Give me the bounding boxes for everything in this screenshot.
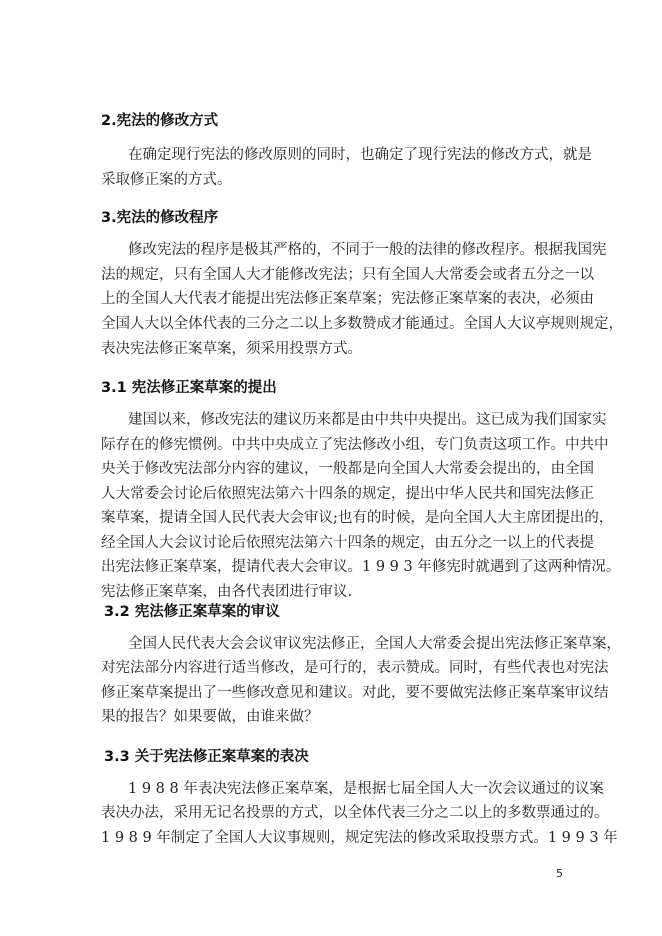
section-heading: 3.3 关于宪法修正案草案的表决 [104, 749, 309, 765]
paragraph-line: 修改宪法的程序是极其严格的，不同于一般的法律的修改程序。根据我国宪 [128, 242, 607, 258]
paragraph-line: 央关于修改宪法部分内容的建议，一般都是向全国人大常委会提出的，由全国 [101, 461, 594, 477]
paragraph-line: 表决办法，采用无记名投票的方式，以全体代表三分之二以上的多数票通过的。 [101, 805, 609, 821]
paragraph-line: 表决宪法修正案草案，须采用投票方式。 [101, 341, 362, 357]
paragraph-line: 修正案草案提出了一些修改意见和建议。对此，要不要做宪法修正案草案审议结 [101, 685, 609, 701]
paragraph-line: 1 9 8 9 年制定了全国人大议事规则，规定宪法的修改采取投票方式。1 9 9 3 年 [101, 830, 618, 846]
paragraph-line: 宪法修正案草案，由各代表团进行审议. [101, 584, 353, 600]
paragraph-line: 1 9 8 8 年表决宪法修正案草案，是根据七届全国人大一次会议通过的议案 [128, 781, 604, 797]
section-heading: 3.1 宪法修正案草案的提出 [101, 380, 277, 396]
paragraph-line: 出宪法修正案草案，提请代表大会审议。1 9 9 3 年修宪时就遇到了这两种情况。 [101, 559, 621, 575]
paragraph-line: 人大常委会讨论后依照宪法第六十四条的规定，提出中华人民共和国宪法修正 [101, 486, 594, 502]
paragraph-line: 采取修正案的方式。 [101, 172, 232, 188]
paragraph-line: 果的报告？如果要做，由谁来做？ [101, 709, 319, 725]
paragraph-line: 在确定现行宪法的修改原则的同时，也确定了现行宪法的修改方式，就是 [128, 147, 592, 163]
section-heading: 2.宪法的修改方式 [101, 113, 219, 129]
paragraph-line: 际存在的修宪惯例。中共中央成立了宪法修改小组，专门负责这项工作。中共中 [101, 437, 609, 453]
section-heading: 3.2 宪法修正案草案的审议 [104, 604, 280, 620]
paragraph-line: 全国人民代表大会会议审议宪法修正，全国人大常委会提出宪法修正案草案， [128, 636, 621, 652]
paragraph-line: 建国以来，修改宪法的建议历来都是由中共中央提出。这已成为我们国家实 [128, 412, 607, 428]
section-heading: 3.宪法的修改程序 [101, 210, 219, 226]
paragraph-line: 法的规定，只有全国人大才能修改宪法；只有全国人大常委会或者五分之一以 [101, 267, 594, 283]
paragraph-line: 案草案，提请全国人民代表大会审议;也有的时候，是向全国人大主席团提出的， [101, 510, 614, 526]
paragraph-line: 上的全国人大代表才能提出宪法修正案草案；宪法修正案草案的表决，必须由 [101, 291, 594, 307]
paragraph-line: 全国人大以全体代表的三分之二以上多数赞成才能通过。全国人大议亭规则规定， [101, 316, 623, 332]
paragraph-line: 经全国人大会议讨论后依照宪法第六十四条的规定，由五分之一以上的代表提 [101, 535, 594, 551]
paragraph-line: 对宪法部分内容进行适当修改，是可行的，表示赞成。同时，有些代表也对宪法 [101, 660, 609, 676]
page-number: 5 [556, 867, 563, 880]
